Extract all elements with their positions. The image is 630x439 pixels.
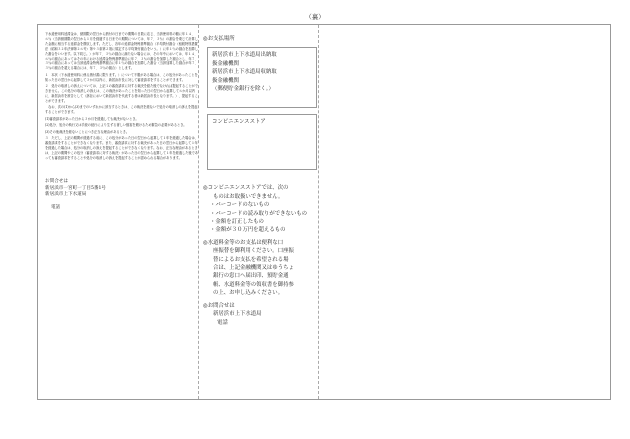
appeal-condition-2: (2)処分、処分の執行又は手続の続行により生ずる著しい損害を避けるため緊急の必要があるとき。 [45,123,187,128]
transfer-line: ◎水道料金等のお支払は便利な口 [203,239,284,246]
convenience-note [203,184,325,234]
left-contact-title: お問合せは [45,178,68,184]
appeal-condition-1: (1)審査請求があった日から３か月を経過しても裁決がないとき。 [45,116,139,121]
transfer-line: 帳、水道料金等の領収書を御持参 [213,281,294,288]
payment-place-line: 扱金融機関 [212,60,239,67]
list-item: ・ 金額が３０万円を超えるもの [217,226,325,234]
list-item: ・ 金額を訂正したもの [217,218,325,226]
convenience-store-box [207,114,317,170]
transfer-line: の上、お申し込みください。 [213,290,284,297]
appeal-paragraph-3: ３ ただし、上記の期間が経過する前に、この処分があった日の翌日から起算して１年を経過した場合は、審査請求をすることができなくなります。また、審査請求に対する裁決があった日の翌日から起算して１年を経過した場合は、処分の取消しの訴えを提起することができなくなります。なお、正当な理由があるときは、上記の期間やこの処分（審査請求に対する裁決）があった日の翌日から起算して１年を経過した後であっても審査請求をすることや処分の取消しの訴えを提起することが認められる場合があります。 [45,136,198,160]
account-transfer-note [203,239,325,298]
payment-place-line: 扱金融機関 [212,77,239,84]
payment-info-column [203,35,325,327]
appeal-paragraph-1: １ 本状（下水道使用料に係る納付書に限ります。）について不服がある場合は、この処分があったことを知った日の翌日から起算して３か月以内に、新居浜市長に対して審査請求をすることができます。 [45,72,198,82]
middle-contact-block [203,302,325,327]
convenience-note-line: ものはお取扱いできません。 [213,193,284,200]
middle-contact-org: 新居浜市上下水道局 [213,311,262,318]
convenience-store-label: コンビニエンスストア [212,119,266,126]
legal-notice-column [45,32,200,211]
convenience-note-line: ◎コンビニエンスストアでは、次の [203,185,289,192]
list-item: ・ バーコードのないもの [217,201,325,209]
transfer-line: 合は、上記金融機関又はゆうちょ [213,265,294,272]
late-fee-paragraph: 下水道使用料延滞金は、納期限の翌日から納付の日までの期間の日数に応じ、当該使用料の額に年１４．６％（当該納期限の翌日から１月を経過する日までの期間については、年７．３％）の割合を乗じて計算した金額に相当する延滞金を徴収します。ただし、各年の延滞金特例基準割合（平均貸付割合（租税特別措置法（昭和３２年法律第２６号）第９３条第２項に規定する平均貸付割合をいう。）に年１％の割合を加算した割合をいいます。以下同じ。）が年７．３％の割合に満たない場合には、その年中においては、年１４．６％の割合にあってはその年における延滞金特例基準割合に年７．３％の割合を加算した割合とし、年７．３％の割合にあっては当該延滞金特例基準割合に年１％の割合を加算した割合（当該加算した割合が年７．３％の割合を超える場合には、年７．３％の割合）とします。 [45,32,198,71]
middle-contact-title: ◎お問合せは [203,302,235,309]
list-item: ・ バーコードの読み取りができないもの [217,210,325,218]
left-contact-address: 新居浜市一宮町一丁目5番1号 [45,185,106,191]
payment-place-line: 新居浜市上下水道局出納取 [212,52,277,59]
payment-place-title: ◎お支払場所 [203,36,235,42]
convenience-exclusion-list [203,201,325,235]
payment-place-box [207,47,317,108]
left-contact-phone: 電話 [51,204,61,210]
transfer-line: 銀行の窓口へ届出印、預貯金通 [213,273,289,280]
transfer-line: 座振替を御利用ください。口座振 [213,248,294,255]
left-contact-block [45,179,200,211]
document-frame [37,24,611,400]
page-side-label: （裏） [305,13,325,21]
appeal-paragraph-2-note: なお、次の(1)から(3)までのいずれかに該当するときは、この裁決を経ないで処分の取消しの訴えを提起することができます。 [45,105,198,115]
appeal-condition-3: (3)その他裁決を経ないことにつき正当な理由があるとき。 [45,129,130,134]
payment-place-line: 新居浜市上下水道局収納取 [212,69,277,76]
middle-contact-phone: 電話 [217,319,228,326]
transfer-line: 替によるお支払を希望される場 [213,256,289,263]
appeal-paragraph-2: ２ 処分の取消しの訴えについては、上記１の審査請求に対する裁決を経た後でなければ提起することができません。この処分の取消しの訴えは、この裁決があったことを知った日の翌日から起算して６か月以内に、新居浜市を被告として（訴訟において新居浜市を代表する者は新居浜市長となります。）、提起することができます。 [45,84,198,103]
payment-place-line: （郵便貯金銀行を除く。） [212,86,274,93]
left-contact-org: 新居浜市上下水道局 [45,192,87,198]
